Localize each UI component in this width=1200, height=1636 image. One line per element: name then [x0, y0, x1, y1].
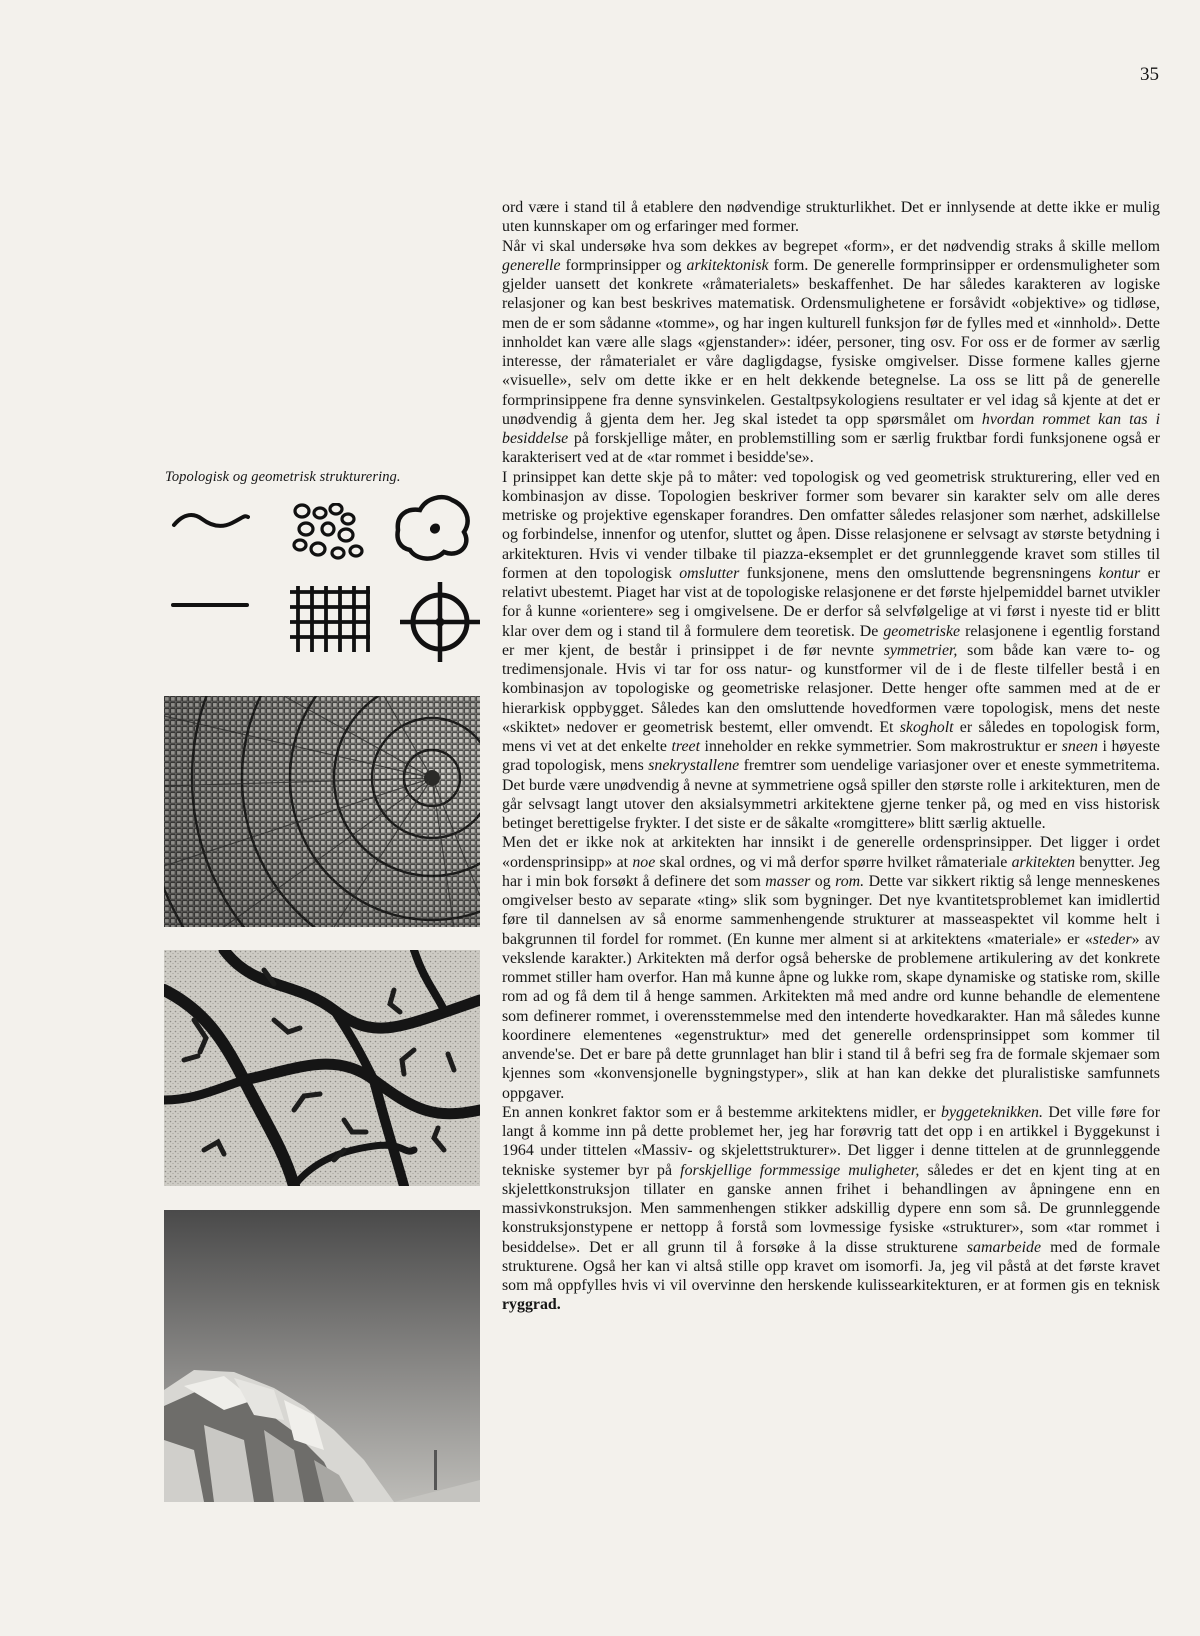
paragraph-1: ord være i stand til å etablere den nødvendige strukturlikhet. Det er innlysende at dette ikke er mulig uten kunnskaper om og erfaringer med former. — [502, 199, 1160, 236]
text-run: Dette var sikkert riktig så lenge menneskenes omgivelser besto av separate «ting» slik som bygninger. Det nye kvantitetsproblemet kan imidlertid føre til dannelsen av så enorme sammenhengende strukturer at masseaspektet vil komme helt i bakgrunnen til fordel for rommet. (En kunne mer alment si at arkitektens «materiale» er « — [502, 872, 1160, 948]
emphasis-text: omslutter — [679, 564, 740, 582]
text-run: således er det en kjent ting at en skjelettkonstruksjon tillater en ganske annen frihet i behandlingen av åpningene enn en massivkonstruksjon. Men sammenhengen stikker adskillig dypere enn som så. De grunnleggende konstruksjonstypene er nettopp å forstå som lovmessige fysiske «strukturer», som «tar rommet i besiddelse». Det er all grunn til å forsøke å la disse strukturene — [502, 1161, 1161, 1256]
emphasis-text: symmetrier, — [883, 641, 958, 659]
text-run: i høyeste grad topologisk, mens — [502, 738, 1160, 775]
text-run: funksjonene, mens den omsluttende begrensningens — [739, 564, 1099, 582]
wavy-line-diagram — [170, 505, 250, 535]
straight-line-diagram — [170, 600, 250, 610]
enclosed-blob-diagram — [392, 490, 476, 564]
text-run: Men det er ikke nok at arkitekten har innsikt i de generelle ordensprinsipper. Det ligger i ordet «ordensprinsipp» at — [502, 834, 1160, 871]
crosshair-circle-diagram — [398, 580, 482, 664]
text-run: er relativt ubestemt. Piaget har vist at de topologiske relasjonene er det første hjelpemiddel barnet utvikler for å kunne «orientere» seg i omgivelsene. De er derfor så selvfølgelige at vi først i nyeste tid er blitt klar over dem og i stand til å formulere dem teoretisk. De — [502, 564, 1160, 640]
wood-cross-section-photo — [164, 696, 480, 927]
text-run: inneholder en rekke symmetrier. Som makrostruktur er — [699, 738, 1062, 755]
text-run: En annen konkret faktor som er å bestemme arkitektens midler, er — [502, 1103, 942, 1121]
paragraph-4 — [502, 833, 1160, 1103]
text-run: på forskjellige måter, en problemstilling som er særlig fruktbar fordi funksjonene også er karakterisert ved at de «tar rommet i besidde'se». — [502, 430, 1160, 467]
text-run: Det ville føre for langt å komme inn på dette problemet her, jeg har forøvrig tatt det opp i en artikkel i Byggekunst i 1964 under tittelen «Massiv- og skjelettstrukturer». Det ligger i denne tittelen at de grunnleggende tekniske systemer byr på — [502, 1103, 1160, 1179]
page-number: 35 — [1140, 64, 1159, 85]
emphasis-text: forskjellige formmessige muligheter, — [680, 1161, 920, 1179]
leaf-vein-network-photo — [164, 950, 480, 1186]
emphasis-text: treet — [671, 738, 700, 755]
grid-diagram — [288, 584, 372, 654]
text-run: » av vekslende karakter.) Arkitekten må derfor også beherske de problemene artikulering av det konkrete rommet stiller ham overfor. Han må kunne åpne og lukke rom, skape dynamiske og statiske rom, skille rom ad og få dem til å henge sammen. Arkitekten må med andre ord kunne behandle de elementene som definerer rommet, i overensstemmelse med den intenderte hovedkarakter. Han må således kunne koordinere elementenes «egenstruktur» med det generelle ordensprinsippet som kommer til anvende'se. Det er bare på dette grunnlaget han blir i stand til å befri seg fra de formale skjemaer som kjennes som «konvensjonelle bygningstyper», slik at han kan dekke det pluralistiske samfunnets oppgaver. — [502, 930, 1161, 1102]
emphasis-text: geometriske — [883, 622, 961, 640]
emphasis-text: rom. — [835, 872, 865, 890]
figure-caption: Topologisk og geometrisk strukturering. — [165, 469, 401, 485]
blob-cluster-diagram — [292, 503, 368, 563]
text-run: benytter. Jeg har i min bok forsøkt å definere det som — [502, 853, 1160, 890]
emphasis-text: arkitekten — [1011, 853, 1076, 871]
text-run: formprinsipper og — [560, 256, 687, 274]
text-run: form. De generelle formprinsipper er ordensmuligheter som gjelder uansett det konkrete «råmaterialets» beskaffenhet. De har således karakteren av logiske relasjoner og kan best beskrives matematisk. Ordensmulighetene er forsåvidt «objektive» og tidløse, men de er som sådanne «tomme», og har ingen kulturell funksjon før de fylles med et «innhold». Dette innholdet kan være alle slags «gjenstander»: idéer, personer, ting osv. For oss er de former av særlig interesse, der råmaterialet er våre dagligdagse, fysiske omgivelser. Disse formene kalles gjerne «visuelle», selv om dette ikke er en helt dekkende betegnelse. La oss se litt på de generelle formprinsippene fra denne synsvinkelen. Gestaltpsykologiens resultater er vel idag så kjente at det er unødvendig å gjenta dem her. Jeg skal istedet ta opp spørsmålet om — [502, 256, 1160, 428]
paragraph-2 — [502, 237, 1160, 468]
emphasis-text: noe — [632, 853, 656, 871]
emphasis-text: steder — [1092, 930, 1132, 948]
emphasis-text: masser — [765, 872, 811, 890]
emphasis-text: hvordan rommet kan tas i besiddelse — [502, 410, 1160, 447]
emphasis-text: byggeteknikken. — [941, 1103, 1043, 1121]
text-run: og — [810, 872, 836, 890]
emphasis-text: generelle — [502, 256, 561, 274]
text-run: relasjonene i egentlig forstand er mer kjent, de består i prinsippet i de før nevnte — [502, 622, 1160, 659]
emphasis-text: snekrystallene — [648, 757, 740, 775]
text-run: med de formale strukturene. Også her kan vi altså stille opp kravet om isomorfi. Ja, jeg vil påstå at det første kravet som må oppfylles hvis vi vil overvinne den herskende kulissearkitekturen, er at formen gis en teknisk — [502, 1238, 1160, 1294]
text-run: som både kan være to- og tredimensjonale. Hvis vi tar for oss natur- og kunstformer vil de i de fleste tilfeller bestå i en kombinasjon av topologiske og geometriske relasjoner. Dette henger ofte sammen med at de er hierarkisk oppbygget. Således kan den omsluttende hovedformen være topologisk, mens det neste «skiktet» nedover er geometrisk bestemt, eller omvendt. Et — [502, 641, 1160, 736]
text-run: Når vi skal undersøke hva som dekkes av begrepet «form», er det nødvendig straks å skille mellom — [502, 237, 1160, 255]
emphasis-text: kontur — [1098, 564, 1141, 582]
emphasis-text: samarbeide — [966, 1238, 1042, 1256]
text-run: fremtrer som uendelige variasjoner over et eneste symmetritema. Det burde være unødvendig å nevne at symmetriene også spiller den største rolle i arkitekturen, men de går selvsagt langt utover den aksialsymmetri arkitektene gjerne tenker på, og med en viss historisk betinget berettigelse frykter. I det siste er de såkalte «romgittere» blitt særlig aktuelle. — [502, 757, 1160, 832]
paragraph-3 — [502, 468, 1160, 834]
text-run: skal ordnes, og vi må derfor spørre hvilket råmateriale — [655, 853, 1012, 871]
bold-text: ryggrad. — [502, 1296, 561, 1314]
paragraph-5 — [502, 1103, 1160, 1315]
emphasis-text: skogholt — [899, 718, 954, 736]
emphasis-text: arkitektonisk — [686, 256, 769, 274]
text-run: I prinsippet kan dette skje på to måter: ved topologisk og ved geometrisk strukturering, eller ved en kombinasjon av disse. Topologien beskriver former som bevarer sin karakter selv om alle deres metriske og projektive egenskaper forandres. Den omfatter således relasjoner som nærhet, adskillelse og forbindelse, innenfor og utenfor, sluttet og åpen. Disse relasjonene er selvsagt av største betydning i arkitekturen. Hvis vi vender tilbake til piazza-eksemplet er det grunnleggende kravet som stilles til formen at den topologisk — [502, 468, 1160, 582]
emphasis-text: sneen — [1061, 738, 1098, 755]
text-run: er således en topologisk form, mens vi vet at det enkelte — [502, 718, 1160, 755]
folded-roof-building-photo — [164, 1210, 480, 1502]
body-text-column — [502, 198, 1160, 1315]
